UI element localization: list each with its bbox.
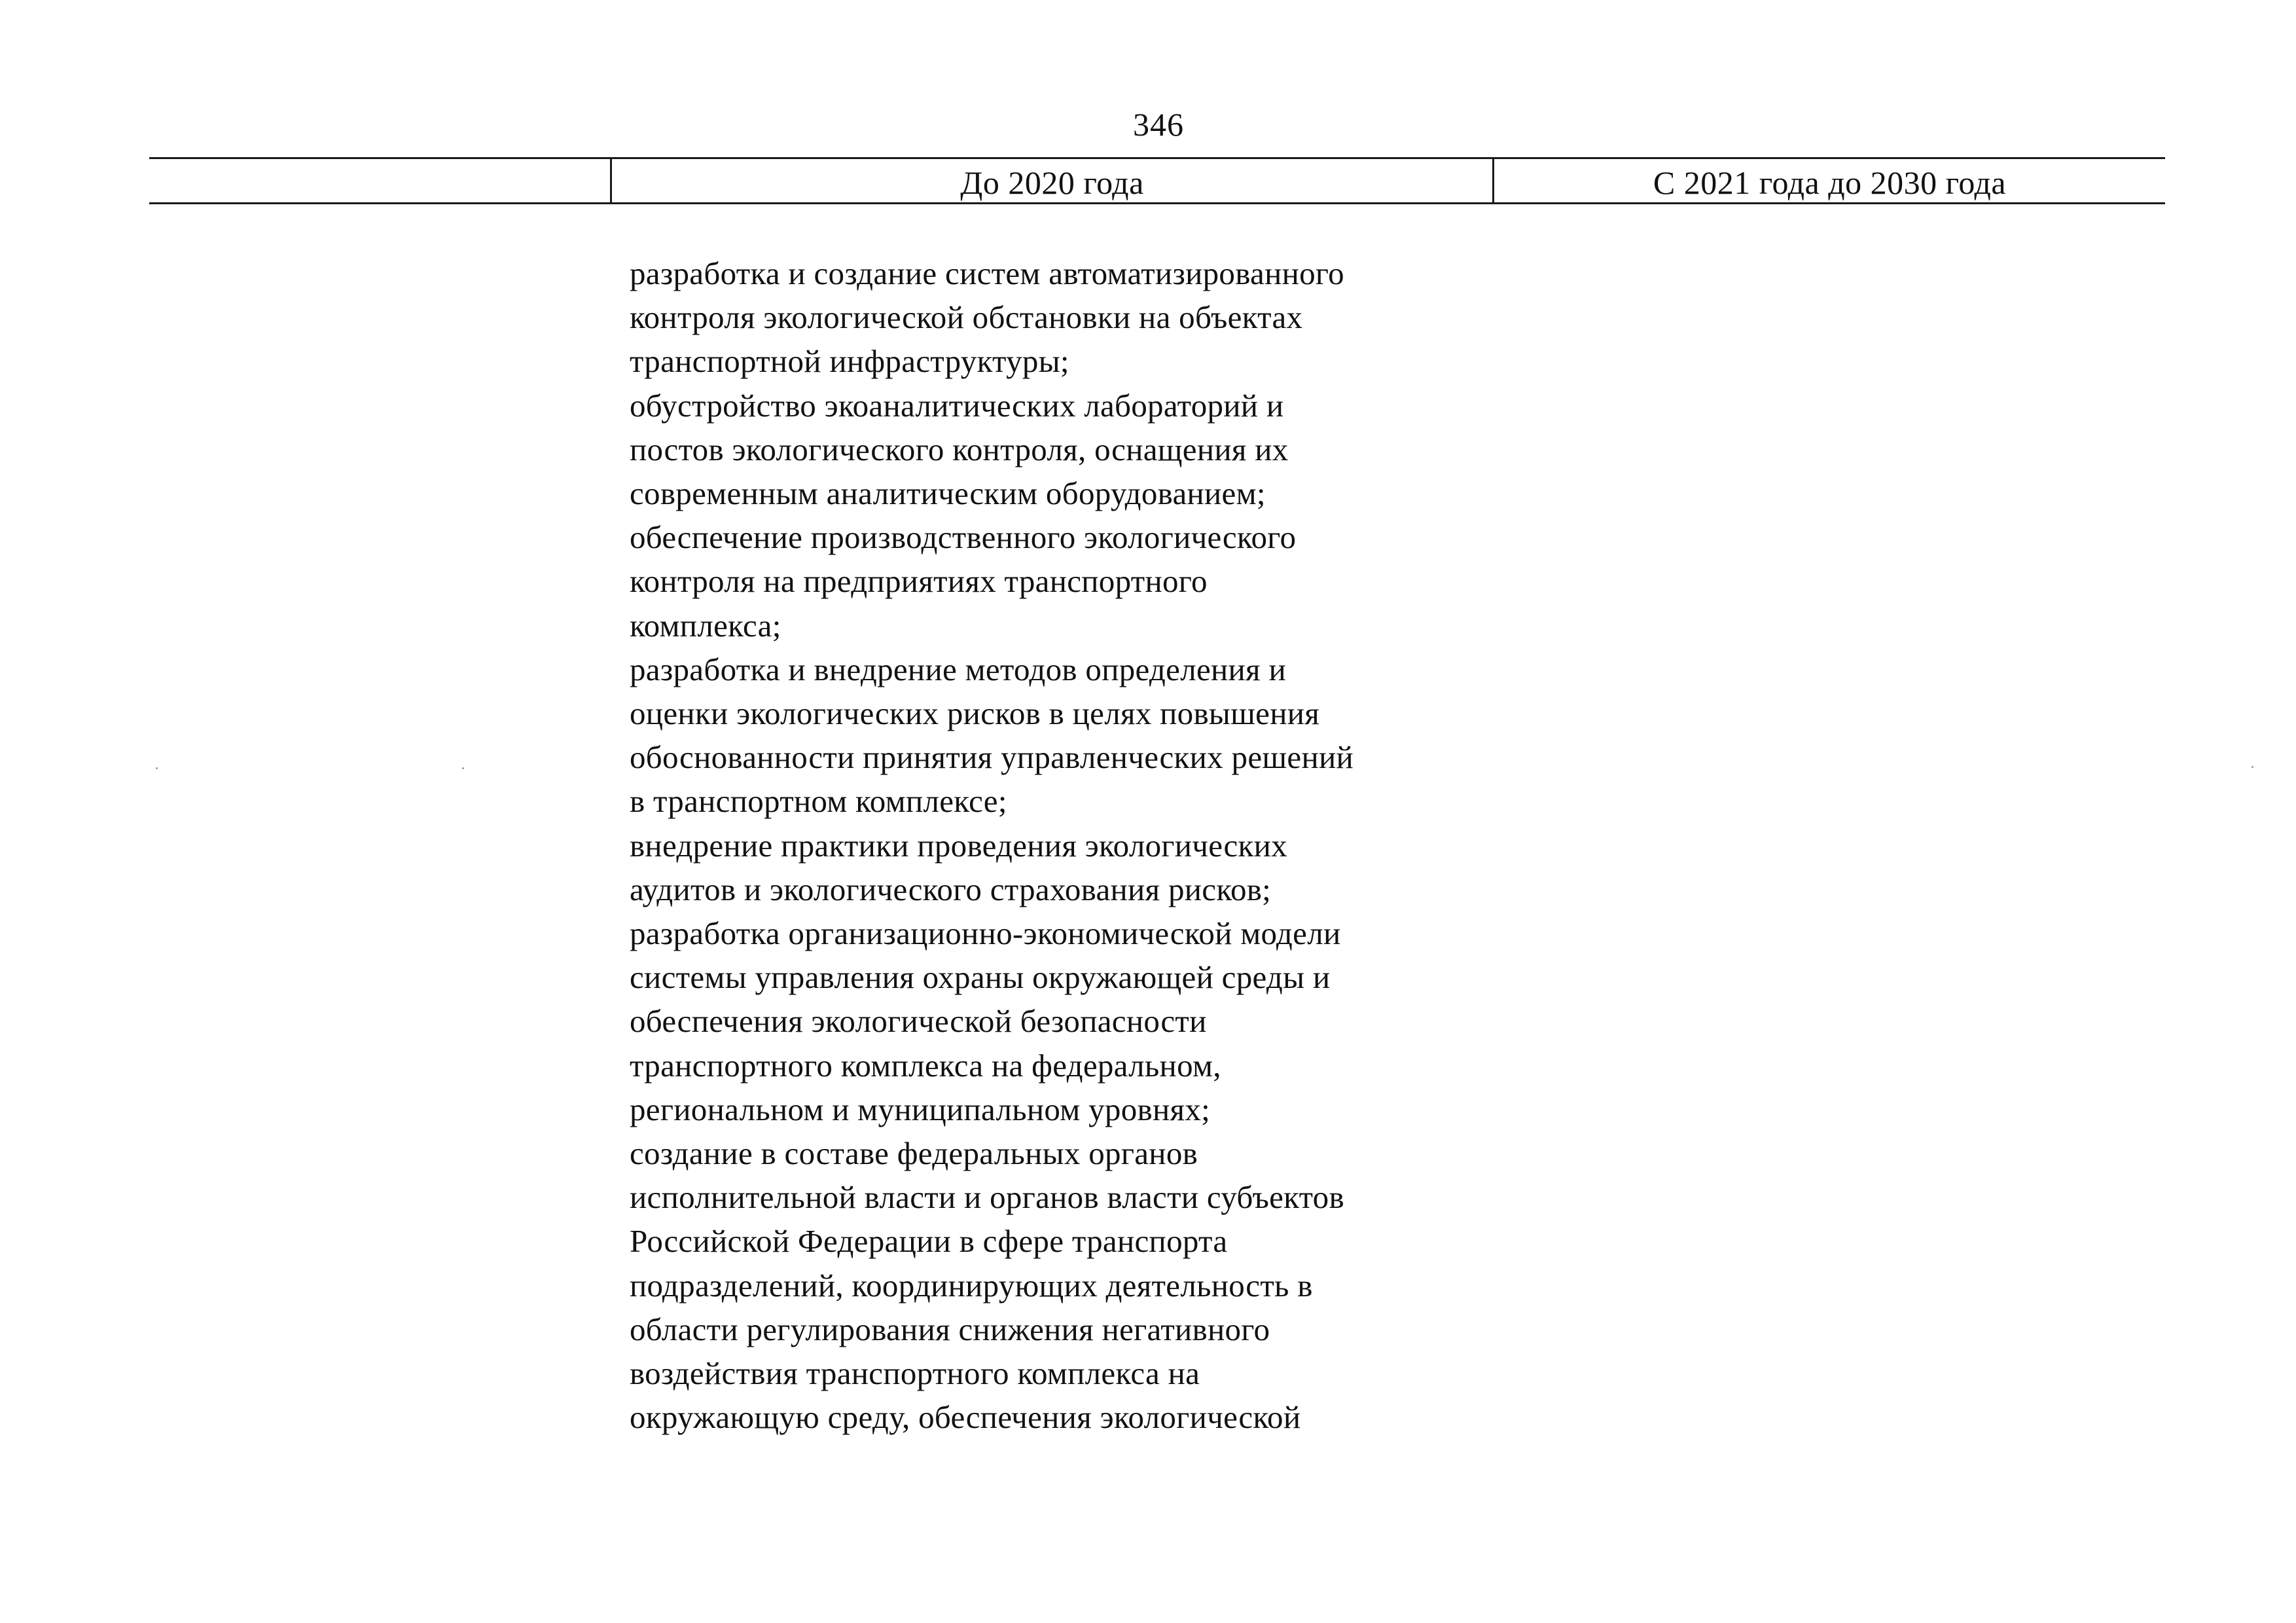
- content-line: внедрение практики проведения экологических: [630, 827, 1287, 864]
- content-column-until-2020: [630, 251, 1507, 1439]
- content-line: создание в составе федеральных органов: [630, 1135, 1198, 1172]
- scan-speck: [462, 767, 464, 769]
- content-line: современным аналитическим оборудованием;: [630, 475, 1266, 512]
- content-line: Российской Федерации в сфере транспорта: [630, 1223, 1228, 1260]
- content-line: обеспечение производственного экологического: [630, 519, 1297, 556]
- content-line: контроля экологической обстановки на объектах: [630, 299, 1303, 336]
- content-line: обеспечения экологической безопасности: [630, 1003, 1207, 1040]
- content-line: транспортного комплекса на федеральном,: [630, 1047, 1221, 1084]
- content-line: контроля на предприятиях транспортного: [630, 563, 1208, 600]
- page-number: 346: [1133, 106, 1184, 143]
- header-cell-until-2020: До 2020 года: [612, 159, 1494, 202]
- content-line: области регулирования снижения негативного: [630, 1311, 1270, 1347]
- scan-speck: [2251, 766, 2253, 768]
- content-line: региональном и муниципальном уровнях;: [630, 1091, 1211, 1127]
- content-line: постов экологического контроля, оснащения их: [630, 431, 1289, 467]
- content-line: разработка и создание систем автоматизированного: [630, 255, 1344, 291]
- header-cell-2021-2030: С 2021 года до 2030 года: [1653, 164, 2007, 201]
- content-line: разработка и внедрение методов определения и: [630, 651, 1286, 687]
- content-line: воздействия транспортного комплекса на: [630, 1355, 1200, 1392]
- content-line: комплекса;: [630, 607, 781, 644]
- scan-speck: [156, 767, 158, 769]
- content-line: окружающую среду, обеспечения экологической: [630, 1399, 1301, 1436]
- content-line: исполнительной власти и органов власти субъектов: [630, 1179, 1344, 1216]
- content-line: в транспортном комплексе;: [630, 783, 1007, 820]
- content-line: разработка организационно-экономической модели: [630, 915, 1341, 952]
- content-line: системы управления охраны окружающей среды и: [630, 959, 1331, 996]
- content-line: аудитов и экологического страхования рисков;: [630, 871, 1272, 907]
- content-line: обоснованности принятия управленческих решений: [630, 739, 1354, 776]
- content-line: подразделений, координирующих деятельность в: [630, 1267, 1313, 1304]
- content-line: оценки экологических рисков в целях повышения: [630, 695, 1320, 732]
- content-line: обустройство экоаналитических лабораторий и: [630, 387, 1284, 424]
- table-header-row: [149, 157, 2165, 204]
- header-cell-blank: [149, 159, 612, 202]
- content-line: транспортной инфраструктуры;: [630, 343, 1069, 380]
